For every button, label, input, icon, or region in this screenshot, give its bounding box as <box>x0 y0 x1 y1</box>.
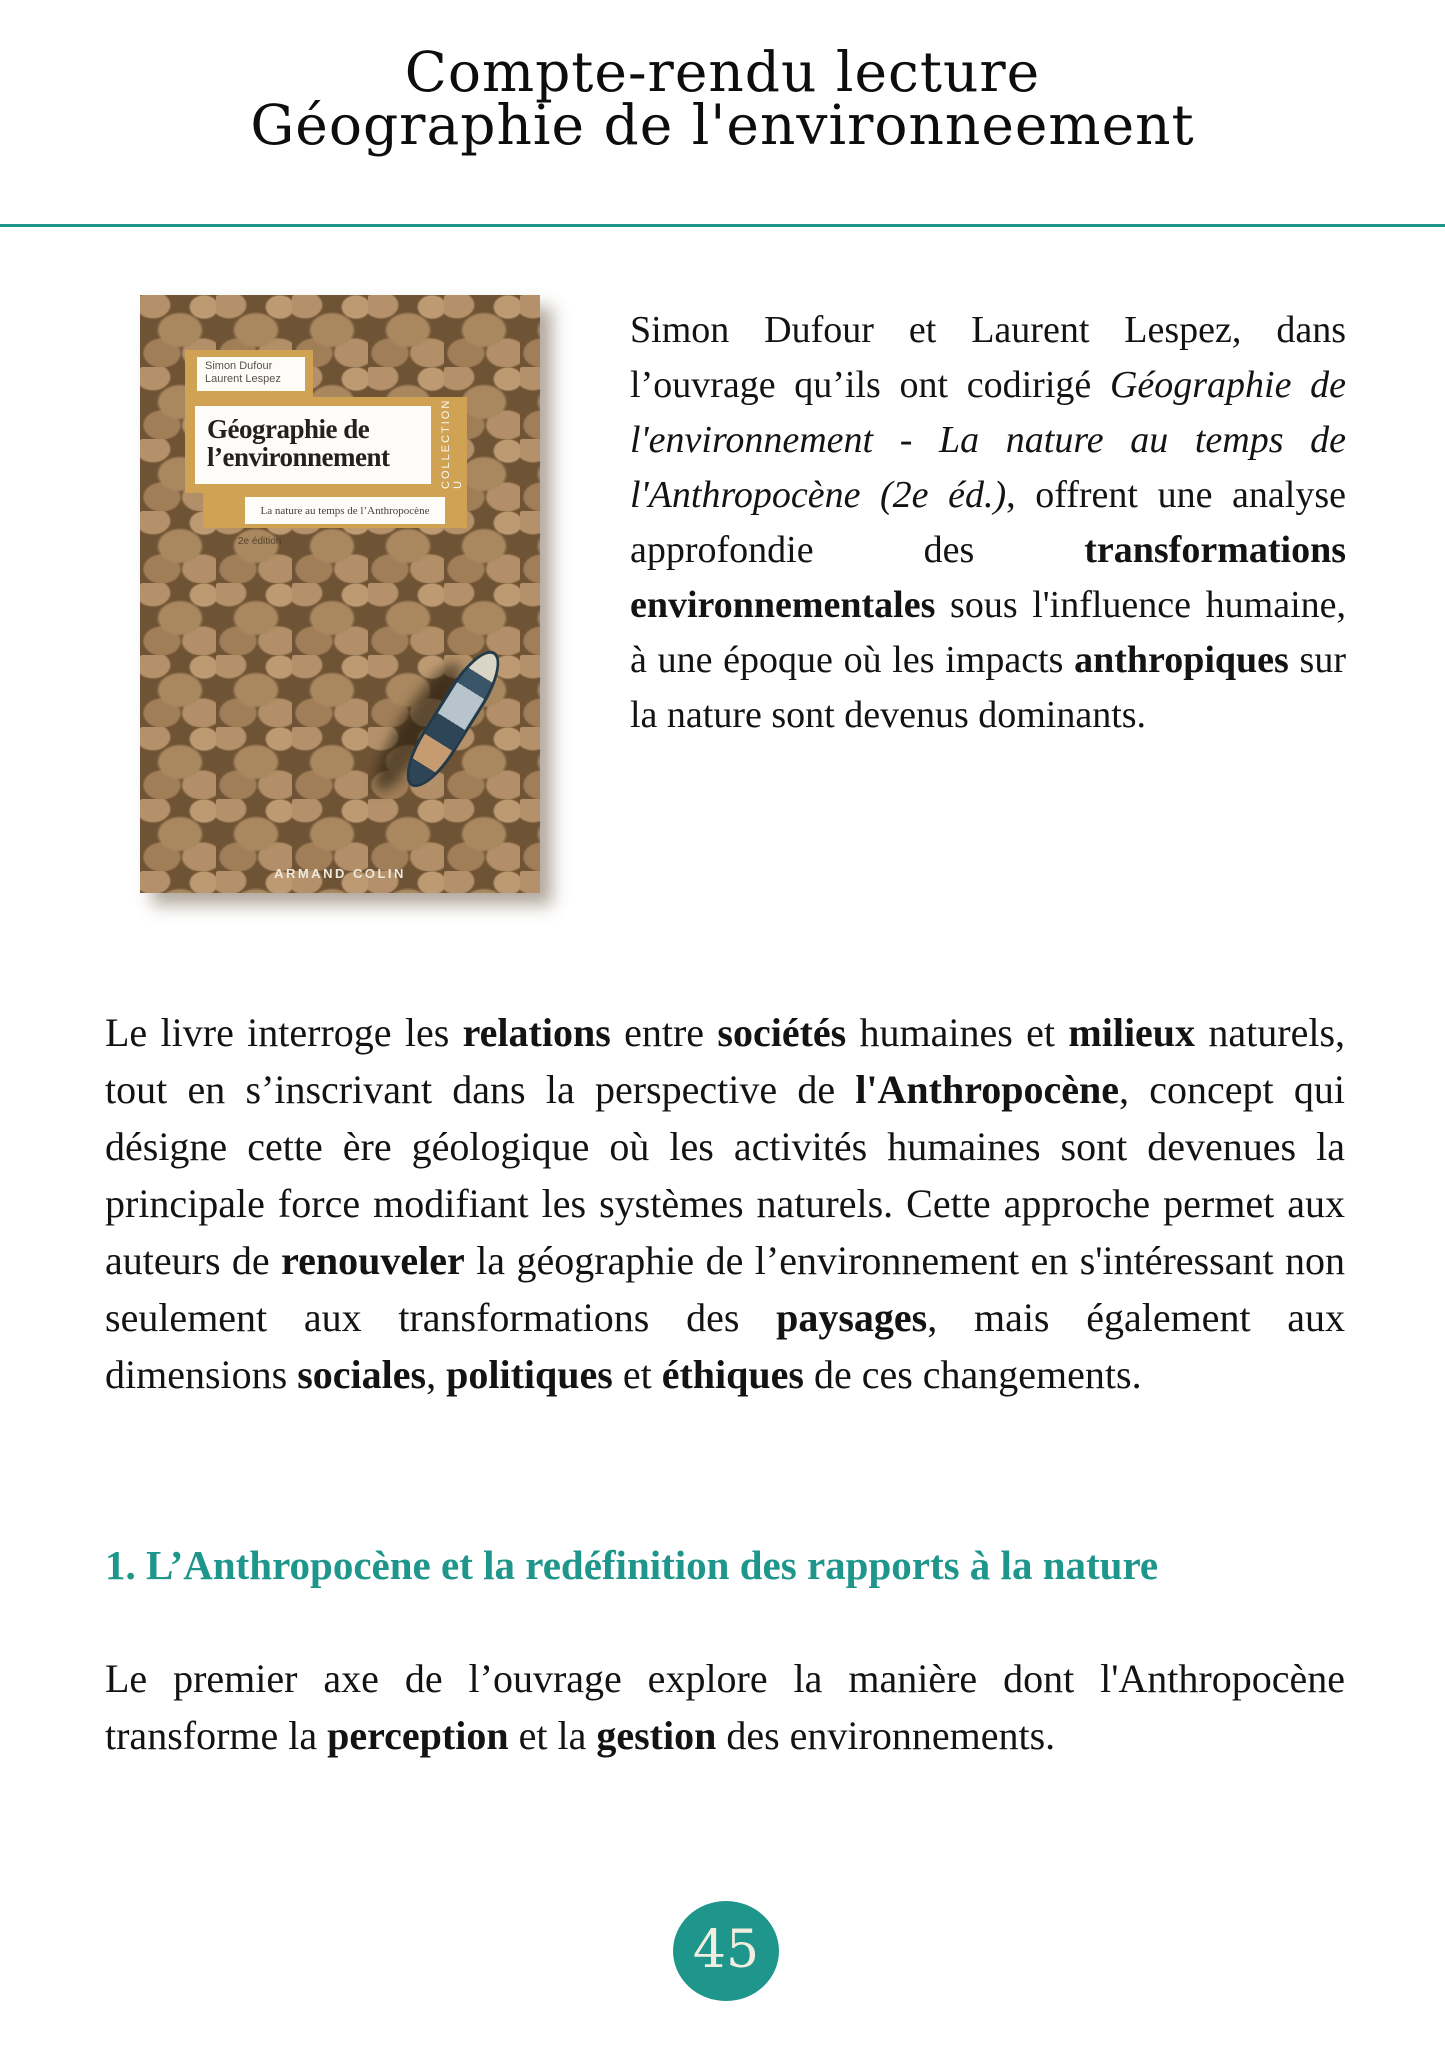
cover-title-box <box>195 406 431 484</box>
cover-edition: 2e édition <box>238 536 282 547</box>
cover-title-line-2: l’environnement <box>207 442 390 472</box>
section-heading-1: 1. L’Anthropocène et la redéfinition des rapports à la nature <box>105 1542 1159 1588</box>
cover-subtitle-frame <box>203 493 467 528</box>
cover-author-2: Laurent Lespez <box>205 373 281 385</box>
header-divider <box>0 224 1445 227</box>
cover-publisher: ARMAND COLIN <box>274 866 406 881</box>
page-number-badge <box>673 1901 779 2001</box>
body-paragraph-1: Le livre interroge les relations entre sociétés humaines et milieux naturels, tout en s’inscrivant dans la perspective de l'Anthropocène, concept qui désigne cette ère géologique où les activités humaines sont devenues la principale force modifiant les systèmes naturels. Cette approche permet aux auteurs de renouveler la géographie de l’environnement en s'intéressant non seulement aux transformations des paysages, mais également aux dimensions sociales, politiques et éthiques de ces changements. <box>105 1010 1346 1397</box>
title-line-2: Géographie de l'environneement <box>250 93 1195 157</box>
body-paragraph-2: Le premier axe de l’ouvrage explore la manière dont l'Anthropocène transforme la perception et la gestion des environnements. <box>105 1656 1345 1758</box>
cover-subtitle: La nature au temps de l’Anthropocène <box>245 497 445 524</box>
cover-authors <box>197 357 305 391</box>
cover-title-line-1: Géographie de <box>207 414 370 444</box>
cover-title-frame <box>185 397 467 493</box>
header-title <box>0 40 1445 157</box>
title-line-1: Compte-rendu lecture <box>404 40 1041 104</box>
shipwreck-illustration <box>390 630 520 815</box>
cover-author-box <box>185 350 313 397</box>
intro-paragraph: Simon Dufour et Laurent Lespez, dans l’ouvrage qu’ils ont codirigé Géographie de l'environnement - La nature au temps de l'Anthropocène (2e éd.), offrent une analyse approfondie des transformations environnementales sous l'influence humaine, à une époque où les impacts anthropiques sur la nature sont devenus dominants. <box>630 309 1347 736</box>
book-cover <box>140 295 540 893</box>
page-number: 45 <box>692 1920 760 1980</box>
cover-author-1: Simon Dufour <box>205 360 273 372</box>
collection-label: COLLECTION U <box>440 398 464 489</box>
